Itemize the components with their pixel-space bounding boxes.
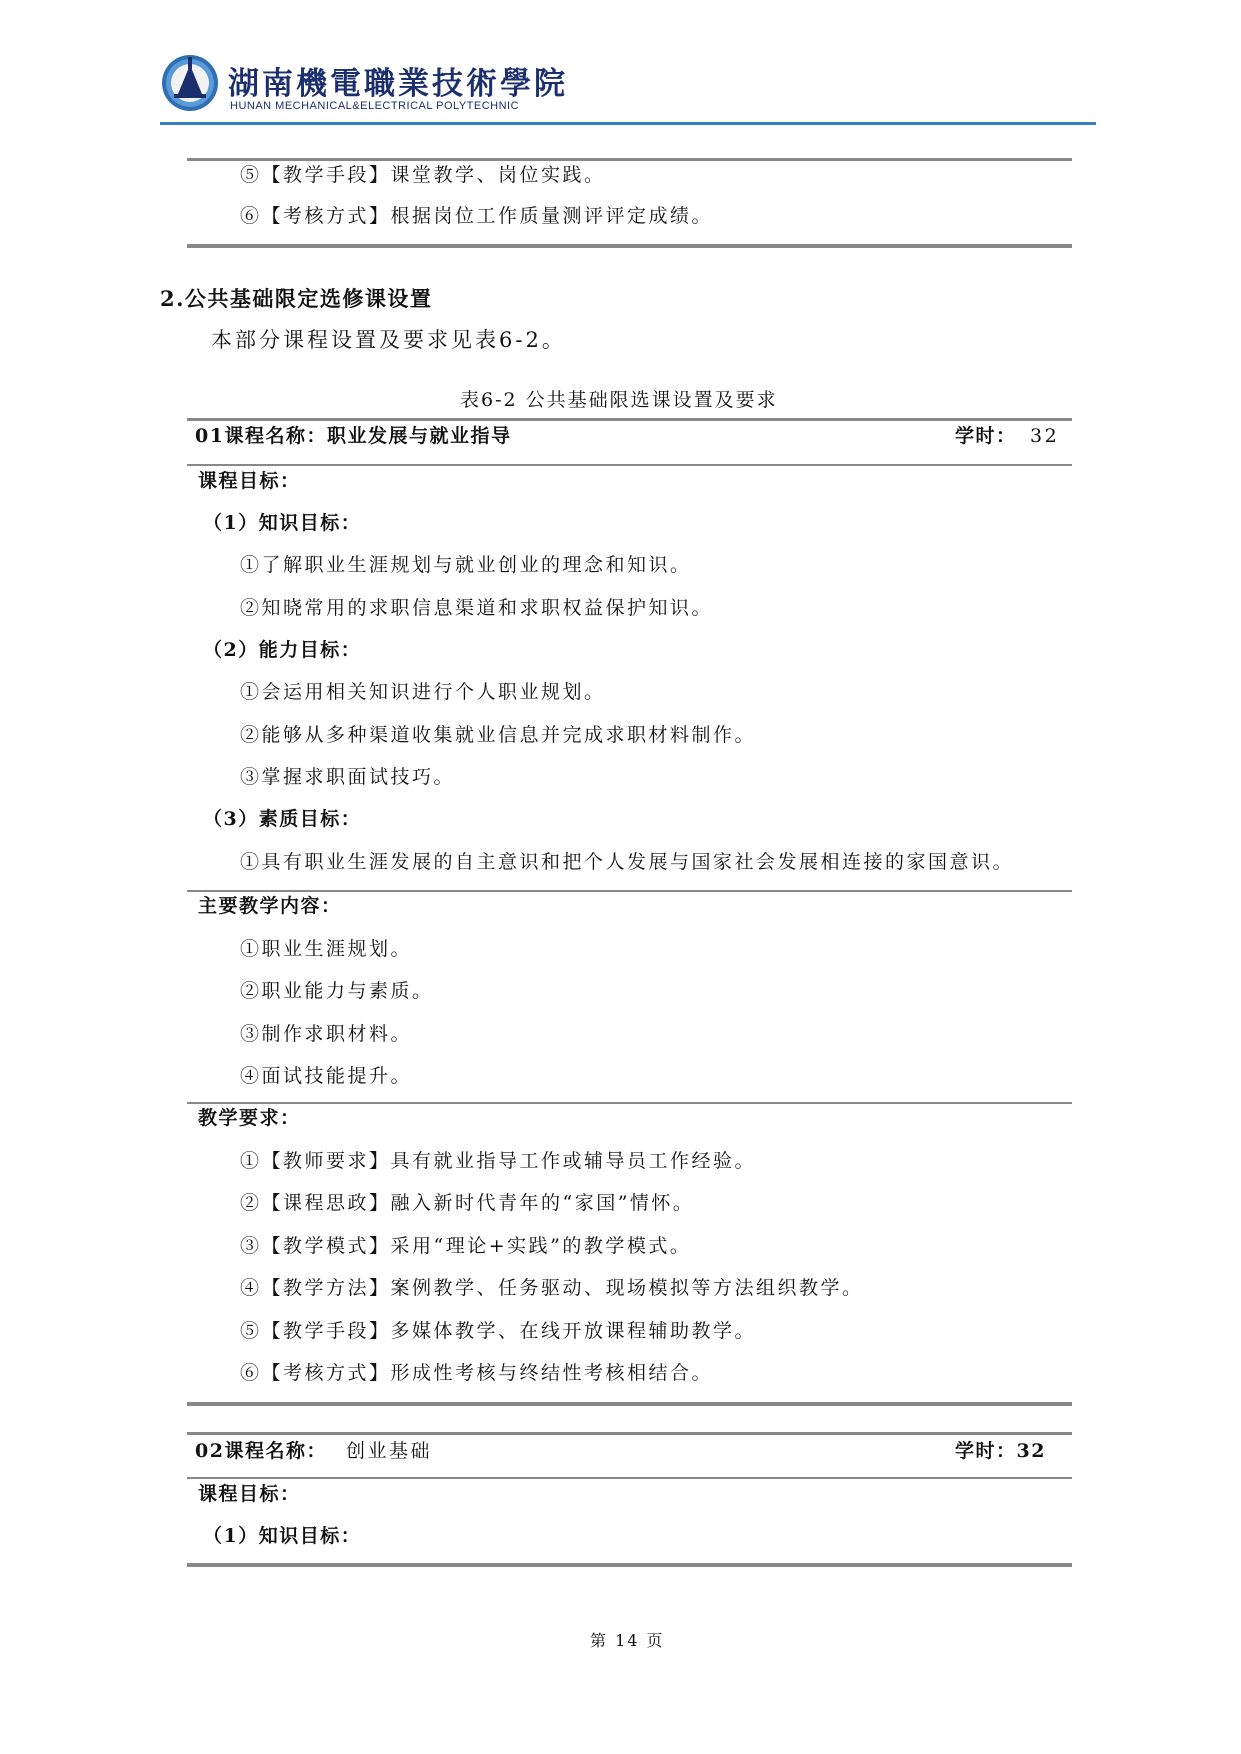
list-item: ②能够从多种渠道收集就业信息并完成求职材料制作。 (240, 724, 757, 746)
table-rule (187, 890, 1072, 892)
table-caption: 表6-2 公共基础限选课设置及要求 (460, 389, 778, 411)
list-item: ②【课程思政】融入新时代青年的“家国”情怀。 (240, 1192, 695, 1214)
list-item: ②知晓常用的求职信息渠道和求职权益保护知识。 (240, 597, 714, 619)
quality-label: （3）素质目标： (203, 808, 362, 830)
requirements-label: 教学要求： (198, 1107, 301, 1129)
course-title-value: 创业基础 (346, 1440, 433, 1462)
content-label: 主要教学内容： (198, 895, 342, 917)
hours-value: 32 (1030, 425, 1060, 447)
section-intro: 本部分课程设置及要求见表6-2。 (211, 328, 566, 352)
table-rule (187, 158, 1072, 161)
table-rule (187, 1563, 1072, 1567)
knowledge-label: （1）知识目标： (203, 1525, 362, 1547)
school-logo (160, 52, 220, 114)
table-rule (187, 1102, 1072, 1104)
table-rule (187, 418, 1072, 421)
list-item: ①【教师要求】具有就业指导工作或辅导员工作经验。 (240, 1150, 757, 1172)
knowledge-label: （1）知识目标： (203, 512, 362, 534)
table-rule (187, 244, 1072, 248)
table-rule (187, 1432, 1072, 1435)
list-item: ①了解职业生涯规划与就业创业的理念和知识。 (240, 554, 692, 576)
course-title: 01课程名称：职业发展与就业指导 (195, 425, 512, 447)
section-heading: 2.公共基础限定选修课设置 (160, 286, 433, 311)
goals-label: 课程目标： (198, 1483, 301, 1505)
list-item: ⑥【考核方式】形成性考核与终结性考核相结合。 (240, 1362, 714, 1384)
page-number: 第 14 页 (590, 1631, 665, 1650)
school-name-cn: 湖南機電職業技術學院 (228, 66, 568, 102)
course-title: 02课程名称： (195, 1440, 327, 1462)
list-item: ①具有职业生涯发展的自主意识和把个人发展与国家社会发展相连接的家国意识。 (240, 851, 1015, 873)
list-item: ⑤【教学手段】多媒体教学、在线开放课程辅助教学。 (240, 1320, 757, 1342)
goals-label: 课程目标： (198, 470, 301, 492)
ability-label: （2）能力目标： (203, 639, 362, 661)
table-rule (187, 464, 1072, 466)
school-name-en: HUNAN MECHANICAL&ELECTRICAL POLYTECHNIC (230, 100, 520, 112)
list-item: ④面试技能提升。 (240, 1065, 413, 1087)
hours-label: 学时： (955, 425, 1017, 447)
list-item: ④【教学方法】案例教学、任务驱动、现场模拟等方法组织教学。 (240, 1277, 864, 1299)
list-item: ⑤【教学手段】课堂教学、岗位实践。 (240, 164, 606, 186)
header-rule (160, 122, 1096, 125)
list-item: ③【教学模式】采用“理论+实践”的教学模式。 (240, 1235, 692, 1257)
table-rule (187, 1402, 1072, 1406)
list-item: ⑥【考核方式】根据岗位工作质量测评评定成绩。 (240, 205, 714, 227)
list-item: ③制作求职材料。 (240, 1023, 413, 1045)
table-rule (187, 1477, 1072, 1479)
list-item: ①职业生涯规划。 (240, 938, 413, 960)
list-item: ③掌握求职面试技巧。 (240, 766, 456, 788)
list-item: ②职业能力与素质。 (240, 980, 434, 1002)
hours: 学时：32 (955, 1440, 1046, 1462)
list-item: ①会运用相关知识进行个人职业规划。 (240, 681, 606, 703)
